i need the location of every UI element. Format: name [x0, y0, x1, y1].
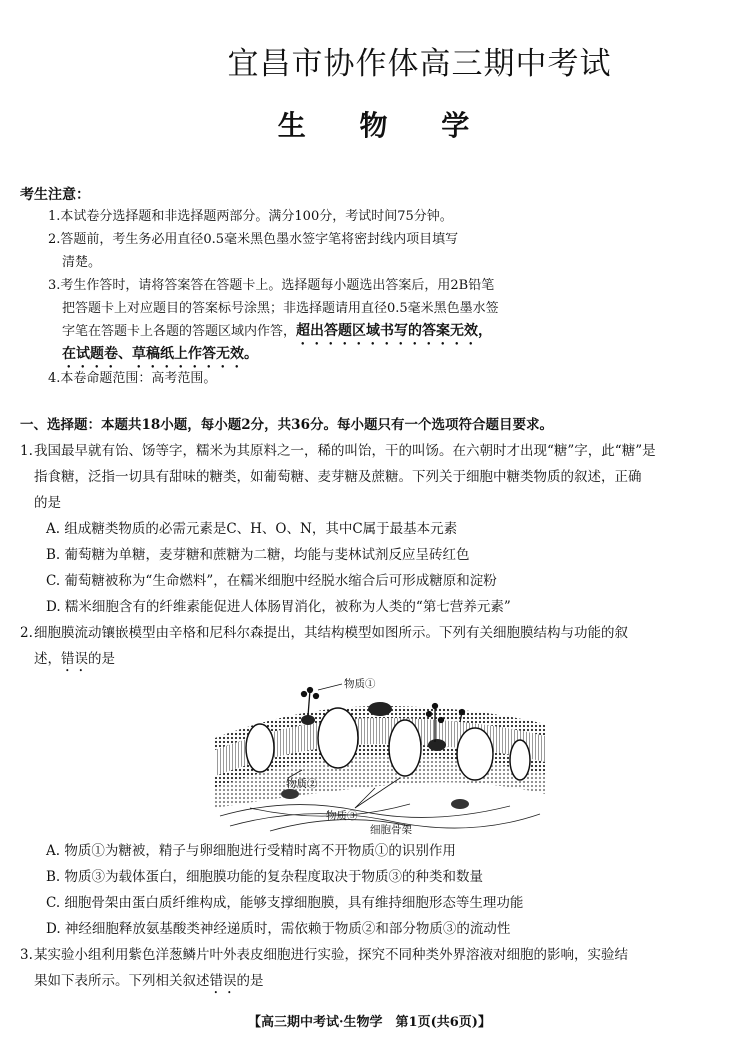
protein-5 — [510, 740, 530, 780]
label-substance-1: 物质① — [344, 678, 376, 690]
protein-1 — [246, 724, 274, 772]
question-3-emphasis: 错误 — [209, 973, 237, 989]
notice-item-3c-text: 字笔在答题卡上各题的答题区域内作答， — [62, 324, 297, 339]
question-2-number: 2. — [20, 625, 33, 641]
question-2-line-2 — [34, 646, 720, 675]
question-2-option-d: D. 神经细胞释放氨基酸类神经递质时，需依赖于物质②和部分物质③的流动性 — [46, 921, 511, 937]
question-2-option-c: C. 细胞骨架由蛋白质纤维构成，能够支撑细胞膜，具有维持细胞形态等生理功能 — [46, 895, 524, 911]
notice-item-1: 1.本试卷分选择题和非选择题两部分。满分100分，考试时间75分钟。 — [48, 209, 453, 224]
protein-4 — [457, 728, 493, 780]
notice-item-4: 4.本卷命题范围：高考范围。 — [48, 371, 217, 386]
question-3-line-2 — [34, 968, 720, 997]
question-2-line-1: 细胞膜流动镶嵌模型由辛格和尼科尔森提出，其结构模型如图所示。下列有关细胞膜结构与功能的叙 — [34, 625, 628, 641]
question-1-option-b: B. 葡萄糖为单糖，麦芽糖和蔗糖为二糖，均能与斐林试剂反应呈砖红色 — [46, 547, 470, 563]
page-footer: 【高三期中考试·生物学 第1页(共6页)】 — [248, 1015, 491, 1030]
membrane-figure — [210, 676, 550, 836]
question-3-line-2b: 的是 — [236, 973, 264, 989]
question-3-line-2a: 果如下表所示。下列相关叙述 — [34, 973, 210, 989]
question-2-line-2b: 的是 — [88, 651, 115, 667]
peripheral-protein-3 — [428, 739, 446, 751]
peripheral-protein-2 — [301, 715, 315, 725]
question-3-number: 3. — [20, 947, 33, 963]
question-2-option-b: B. 物质③为载体蛋白，细胞膜功能的复杂程度取决于物质③的种类和数量 — [46, 869, 484, 885]
question-1 — [20, 438, 720, 516]
notice-heading: 考生注意： — [20, 187, 90, 203]
question-1-line-1: 我国最早就有饴、饧等字，糯米为其原料之一，稀的叫饴，干的叫饧。在六朝时才出现“糖”字，此“糖”是 — [34, 443, 656, 459]
leader-line-1 — [318, 684, 342, 690]
label-cytoskeleton: 细胞骨架 — [370, 824, 412, 836]
section-1-heading: 一、选择题：本题共18小题，每小题2分，共36分。每小题只有一个选项符合题目要求。 — [20, 417, 553, 433]
question-2-line-2a: 述， — [34, 651, 61, 667]
question-2 — [20, 620, 720, 675]
label-substance-2: 物质② — [286, 778, 318, 790]
question-1-number: 1. — [20, 443, 33, 459]
subject-title: 生 物 学 — [277, 109, 492, 142]
question-3-line-1: 某实验小组利用紫色洋葱鳞片叶外表皮细胞进行实验，探究不同种类外界溶液对细胞的影响，实验结 — [34, 947, 628, 963]
leader-line-3a — [355, 788, 375, 808]
question-2-emphasis: 错误 — [61, 651, 88, 667]
notice-item-3c-emphasis: 超出答题区域书写的答案无效， — [296, 323, 493, 339]
question-1-option-c: C. 葡萄糖被称为“生命燃料”，在糯米细胞中经脱水缩合后可形成糖原和淀粉 — [46, 573, 497, 589]
question-3 — [20, 942, 720, 997]
question-1-option-d: D. 糯米细胞含有的纤维素能促进人体肠胃消化，被称为人类的“第七营养元素” — [46, 599, 511, 615]
peripheral-protein-5 — [451, 799, 469, 809]
notice-item-3d-emphasis: 在试题卷、草稿纸上作答无效。 — [62, 346, 258, 362]
exam-title: 宜昌市协作体高三期中考试 — [227, 46, 612, 82]
notice-item-3b: 把答题卡上对应题目的答案标号涂黑；非选择题请用直径0.5毫米黑色墨水签 — [62, 301, 499, 316]
peripheral-protein-1 — [368, 702, 392, 716]
notice-item-2a: 2.答题前，考生务必用直径0.5毫米黑色墨水签字笔将密封线内项目填写 — [48, 232, 459, 247]
notice-item-2b: 清楚。 — [62, 255, 102, 270]
label-substance-3: 物质③ — [326, 810, 358, 822]
question-1-line-3: 的是 — [34, 495, 61, 511]
notice-item-3a: 3.考生作答时，请将答案答在答题卡上。选择题每小题选出答案后，用2B铅笔 — [48, 278, 495, 293]
question-2-option-a: A. 物质①为糖被，精子与卵细胞进行受精时离不开物质①的识别作用 — [46, 843, 456, 859]
protein-3 — [389, 720, 421, 776]
question-1-line-2: 指食糖，泛指一切具有甜味的糖类，如葡萄糖、麦芽糖及蔗糖。下列关于细胞中糖类物质的叙述，正确 — [34, 469, 642, 485]
membrane-diagram — [210, 676, 550, 836]
question-1-option-a: A. 组成糖类物质的必需元素是C、H、O、N，其中C属于最基本元素 — [46, 521, 458, 537]
protein-2 — [318, 708, 358, 768]
